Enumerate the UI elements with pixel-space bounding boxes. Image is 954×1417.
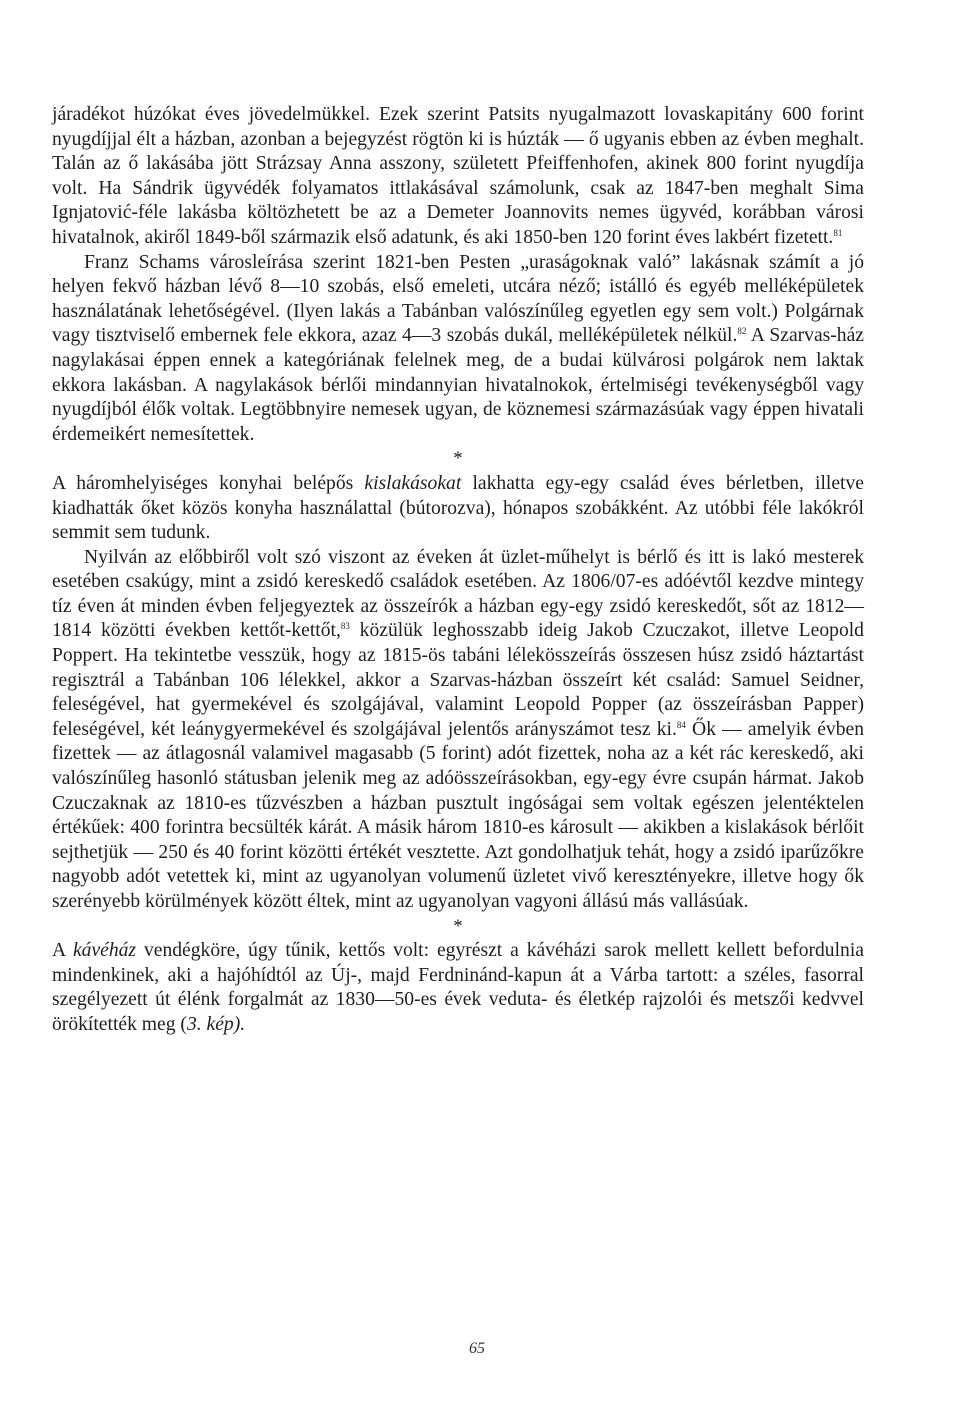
paragraph-text: Nyilván az előbbiről volt szó viszont az éveken át üzlet-műhelyt is bérlő és itt is lakó mesterek esetében csakúgy, mint a zsidó kereskedő családok esetében. Az 1806/07-es adóévtől kezdve mintegy tíz éven át minden évben feljegyeztek az összeírók a házban egy-egy zsidó kereskedőt, sőt az 1812—1814 közötti években kettőt-kettőt, [52,546,864,642]
paragraph-text: lakhatta egy-egy család éves bérletben, illetve kiadhatták őket közös konyha használattal (bútorozva), hónapos szobákként. Az utóbbi féle lakókról semmit sem tudunk. [52,472,864,544]
section-separator: * [453,915,463,937]
paragraph-text: A háromhelyiséges konyhai belépős [52,472,365,494]
paragraph-text: Franz Schams városleírása szerint 1821-ben Pesten „uraságoknak való” lakásnak számít a jó helyen fekvő házban lévő 8—10 szobás, első emeleti, utcára néző; istálló és egyéb melléképületek használatának lehetőségével. (Ilyen lakás a Tabánban valószínűleg egyetlen egy sem volt.) Polgárnak vagy tisztviselő embernek fele ekkora, azaz 4—3 szobás dukál, melléképületek nélkül. [52,251,864,347]
footnote-marker: 84 [676,719,686,730]
figure-reference: 3. kép). [186,1013,246,1035]
paragraph-text: A Szarvas-ház nagylakásai éppen ennek a kategóriának felelnek meg, de a budai külvárosi polgárok nem laktak ekkora lakásban. A nagylakások bérlői mindannyian hivatalnokok, értelmiségi tevékenységből vagy nyugdíjból élők voltak. Legtöbbnyire nemesek ugyan, de köznemesi származásúak vagy éppen hivatali érdemeikért nemesítettek. [52,325,864,445]
paragraph-text: járadékot húzókat éves jövedelmükkel. Ezek szerint Patsits nyugalmazott lovaskapitány 600 forint nyugdíjjal élt a házban, azonban a bejegyzést rögtön ki is húzták — ő ugyanis ebben az évben meghalt. Talán az ő lakásába jött Strázsay Anna asszony, született Pfeiffenhofen, akinek 800 forint nyugdíja volt. Ha Sándrik ügyvédék folyamatos ittlakásával számolunk, csak az 1847-ben meghalt Sima Ignjatović-féle lakásba költözhetett be az a Demeter Joannovits nemes ügyvéd, korábban városi hivatalnok, akiről 1849-ből származik első adatunk, és aki 1850-ben 120 forint éves lakbért fizetett. [52,104,864,248]
page-number: 65 [469,1340,485,1357]
paragraph-continuation [52,103,864,251]
paragraph-schams [52,251,864,448]
footnote-marker: 82 [737,326,747,337]
page-body [52,103,864,1038]
footnote-marker: 83 [340,621,350,632]
section-separator: * [453,448,463,470]
emphasis-text: kávéház [72,940,137,962]
paragraph-kavehaz [52,939,864,1037]
paragraph-kislakasok [52,472,864,546]
emphasis-text: kislakásokat [364,472,462,494]
paragraph-text: A [52,940,73,962]
paragraph-text: vendégköre, úgy tűnik, kettős volt: egyrészt a kávéházi sarok mellett kellett befordulnia mindenkinek, aki a hajóhídtól az Új-, majd Ferdninánd-kapun át a Várba tartott: a széles, fasorral szegélyezett út élénk forgalmát az 1830—50-es évek veduta- és életkép rajzolói és metszői kedvvel örökítették meg ( [52,940,864,1035]
paragraph-text: Ők — amelyik évben fizettek — az átlagosnál valamivel magasabb (5 forint) adót fizettek, noha az a két rác kereskedő, aki valószínűleg hasonló státusban jelenik meg az adóösszeírásokban, egy-egy évre csupán hármat. Jakob Czuczaknak az 1810-es tűzvészben a házban pusztult ingóságai sem voltak egészen jelentéktelen értékűek: 400 forintra becsülték kárát. A másik három 1810-es károsult — akikben a kislakások bérlőit sejthetjük — 250 és 40 forint közötti értékét vesztette. Azt gondolhatjuk tehát, hogy a zsidó iparűzőkre nagyobb adót vetettek ki, mint az ugyanolyan volumenű üzletet vivő keresztényekre, illetve hogy ők szerényebb körülmények között éltek, mint az ugyanolyan vagyoni állású más vallásúak. [52,718,864,912]
paragraph-zsido-kereskedok [52,546,864,915]
paragraph-text: közülük leghosszabb ideig Jakob Czuczakot, illetve Leopold Poppert. Ha tekintetbe vesszük, hogy az 1815-ös tabáni lélekösszeírás összesen húsz zsidó háztartást regisztrál a Tabánban 106 lélekkel, akkor a Szarvas-házban összeírt két család: Samuel Seidner, feleségével, hat gyermekével és szolgájával, valamint Leopold Popper (az összeírásban Papper) feleségével, két leánygyermekével és szolgájával jelentős arányszámot tesz ki. [52,620,864,740]
footnote-marker: 81 [833,227,843,238]
